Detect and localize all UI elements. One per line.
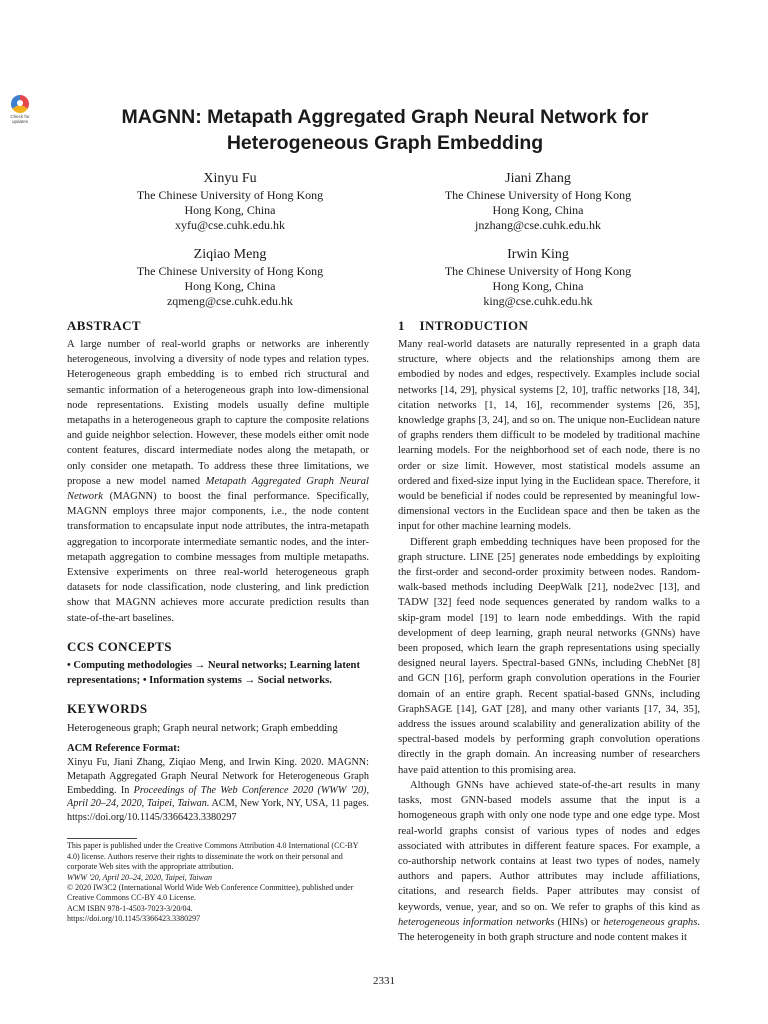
- author-location: Hong Kong, China: [492, 203, 584, 218]
- abstract-text: A large number of real-world graphs or networks are inherently heterogeneous, involving a diversity of node types and relation types. Heterogeneous graph embedding is to embed rich structural and semantic information of a heterogeneous graph into low-dimensional node representations. Existing models usually define multiple metapaths in a heterogeneous graph to capture the composite relations and guide neighbor selection. However, these models either omit node content features, discard intermediate nodes along the metapath, or only consider one metapath. To address these three limitations, we propose a new model named Metapath Aggregated Graph Neural Network (MAGNN) to boost the final performance. Specifically, MAGNN employs three major components, i.e., the node content transformation to encapsulate input node attributes, the intra-metapath aggregation to incorporate intermediate semantic nodes, and the inter-metapath aggregation to combine messages from multiple metapaths. Extensive experiments on three real-world heterogeneous graph datasets for node classification, node clustering, and link prediction show that MAGNN achieves more accurate prediction results than state-of-the-art baselines.: [67, 339, 369, 624]
- reference-heading: ACM Reference Format:: [67, 743, 181, 755]
- author-name: Irwin King: [507, 247, 569, 262]
- author-email: xyfu@cse.cuhk.edu.hk: [174, 218, 286, 233]
- author-email: zqmeng@cse.cuhk.edu.hk: [166, 294, 293, 309]
- footnote-license: This paper is published under the Creative Commons Attribution 4.0 International (CC-BY 4.0) license. Authors reserve their rights to disseminate the work on their personal and corporate Web sites with the appropriate attribution.: [67, 841, 359, 872]
- footnote-copyright: © 2020 IW3C2 (International World Wide Web Conference Committee), published under Creative Commons CC-BY 4.0 License.: [67, 883, 354, 903]
- intro-paragraph-1: Many real-world datasets are naturally represented in a graph data structure, where objects and the relationships among them are embodied by nodes and edges, respectively. Examples include social networks [14, 29], physical systems [2, 10], traffic networks [18, 34], citation networks [1, 14, 16], recommender systems [26, 35], knowledge graphs [3, 24], and so on. The unique non-Euclidean nature of graphs renders them difficult to be modeled by traditional machine learning models. For the neighborhood set of each node, there is no order or size limit. However, most statistical models assume an ordered and fixed-size input lying in the Euclidean space. Therefore, it would be beneficial if nodes could be represented by meaningful low-dimensional vectors in the Euclidean space and then be taken as the input for other machine learning models.: [398, 339, 700, 533]
- author-affiliation: The Chinese University of Hong Kong: [444, 188, 632, 202]
- ccs-text: • Computing methodologies → Neural networks; Learning latent representations; • Information systems → Social networks.: [67, 659, 360, 687]
- footnote-rule: [67, 838, 137, 839]
- author-affiliation: The Chinese University of Hong Kong: [136, 264, 324, 278]
- author-location: Hong Kong, China: [492, 279, 584, 294]
- author-affiliation: The Chinese University of Hong Kong: [136, 188, 324, 202]
- author-location: Hong Kong, China: [184, 203, 276, 218]
- left-column: [67, 318, 369, 925]
- footnote: [67, 838, 369, 924]
- intro-paragraph-2: Different graph embedding techniques have been proposed for the graph structure. LINE [25] generates node embeddings by exploiting the first-order and second-order proximity between nodes. Random-walk-based methods including DeepWalk [21], node2vec [13], and TADW [32] feed node sequences generated by random walks to a skip-gram model [19] to learn node embeddings. With the rapid development of deep learning, graph neural networks (GNNs) have been proposed, which learn the graph representations using specially designed neural layers. Spectral-based GNNs, including ChebNet [8] and GCN [16], perform graph convolution operations in the Fourier domain of an entire graph. Recent spatial-based GNNs, including GraphSAGE [14], GAT [28], and many other variants [17, 34, 35], address the issues around scalability and generalization ability of the spectral-based models by performing graph convolution operations directly in the graph domain. An increasing number of researchers have paid attention to this promising area.: [398, 536, 700, 776]
- badge-label-line2: updates: [11, 119, 28, 124]
- title-line-2: Heterogeneous Graph Embedding: [226, 132, 544, 154]
- author-name: Ziqiao Meng: [193, 247, 267, 262]
- footnote-isbn: ACM ISBN 978-1-4503-7023-3/20/04.: [67, 903, 193, 913]
- page-number: 2331: [373, 975, 395, 987]
- keywords-text: Heterogeneous graph; Graph neural network; Graph embedding: [67, 723, 338, 735]
- badge-label-line1: Check for: [10, 114, 30, 119]
- author-name: Jiani Zhang: [505, 171, 571, 186]
- footnote-doi: https://doi.org/10.1145/3366423.3380297: [67, 914, 201, 924]
- intro-paragraph-3: Although GNNs have achieved state-of-the-art results in many tasks, most GNN-based models assume that the input is a homogeneous graph with only one node type and one edge type. Most real-world graphs consist of various types of nodes and edges associated with attributes in different feature spaces. For example, a co-authorship network contains at least two types of nodes, namely authors and papers. Author attributes may include affiliations, citations, and research fields. Paper attributes may consist of keywords, venue, year, and so on. We refer to graphs of this kind as heterogeneous information networks (HINs) or heterogeneous graphs. The heterogeneity in both graph structure and node content makes it: [398, 779, 700, 943]
- author-affiliation: The Chinese University of Hong Kong: [444, 264, 632, 278]
- keywords-heading: KEYWORDS: [67, 701, 148, 717]
- author-block: [80, 170, 380, 234]
- title-line-1: MAGNN: Metapath Aggregated Graph Neural Network for: [121, 106, 649, 128]
- reference-text: Xinyu Fu, Jiani Zhang, Ziqiao Meng, and Irwin King. 2020. MAGNN: Metapath Aggregated Graph Neural Network for Heterogeneous Graph Embedding. In Proceedings of The Web Conference 2020 (WWW '20), April 20–24, 2020, Taipei, Taiwan. ACM, New York, NY, USA, 11 pages. https://doi.org/10.1145/3366423.3380297: [67, 757, 369, 823]
- introduction-heading: 1 INTRODUCTION: [398, 318, 529, 333]
- ccs-heading: CCS CONCEPTS: [67, 638, 172, 654]
- author-name: Xinyu Fu: [203, 171, 257, 186]
- crossmark-icon: [11, 95, 29, 113]
- footnote-conference: WWW '20, April 20–24, 2020, Taipei, Taiwan: [67, 872, 212, 882]
- author-email: jnzhang@cse.cuhk.edu.hk: [474, 218, 601, 233]
- author-location: Hong Kong, China: [184, 279, 276, 294]
- author-block: [388, 246, 688, 310]
- right-column: [398, 318, 700, 945]
- author-block: [80, 246, 380, 310]
- author-email: king@cse.cuhk.edu.hk: [483, 294, 593, 309]
- paper-title: [60, 104, 710, 156]
- abstract-heading: ABSTRACT: [67, 318, 141, 333]
- check-for-updates-badge[interactable]: [6, 95, 34, 127]
- author-block: [388, 170, 688, 234]
